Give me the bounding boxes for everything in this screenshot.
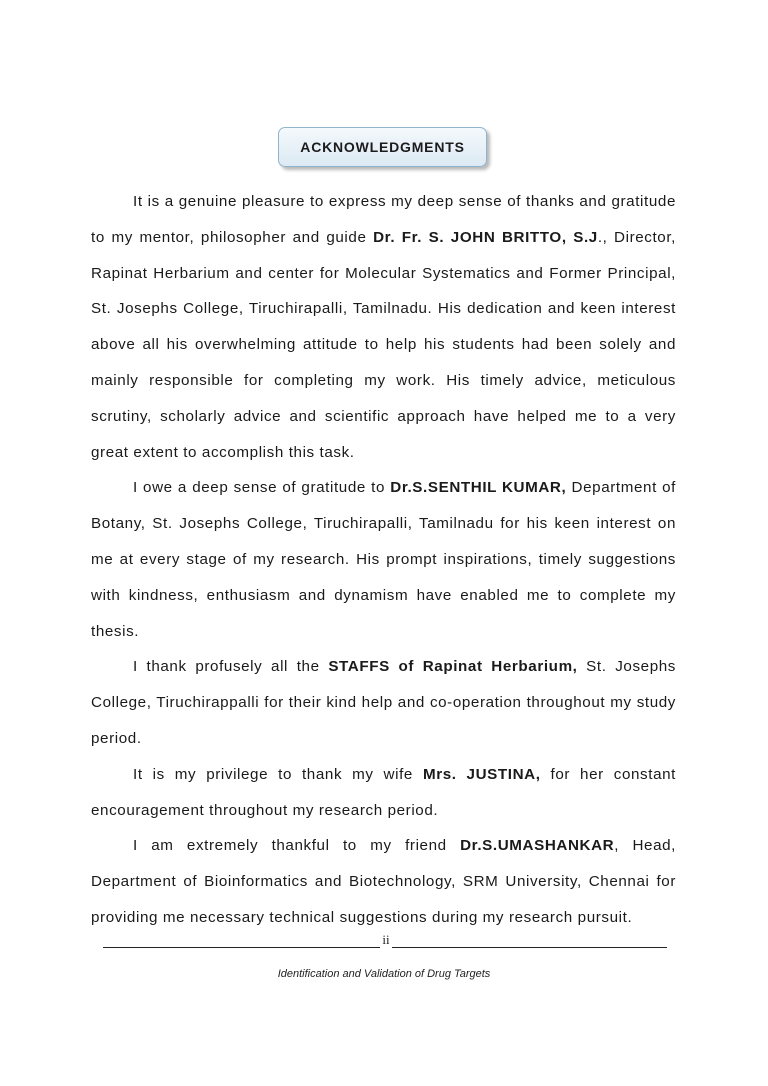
acknowledgment-body bbox=[91, 184, 676, 936]
paragraph-wife bbox=[91, 757, 676, 829]
organization-name: STAFFS of Rapinat Herbarium, bbox=[328, 658, 578, 676]
page-number: ii bbox=[382, 932, 390, 947]
paragraph-advisor bbox=[91, 470, 676, 649]
paragraph-friend bbox=[91, 828, 676, 935]
person-name: Dr.S.SENTHIL KUMAR, bbox=[390, 479, 567, 497]
paragraph-text: I owe a deep sense of gratitude to bbox=[133, 479, 391, 497]
paragraph-text: It is my privilege to thank my wife bbox=[133, 765, 423, 783]
paragraph-text: St. Josephs College, Tiruchirappalli for their kind help and co-operation throughout my study period. bbox=[91, 658, 676, 747]
paragraph-text: for her constant encouragement throughout my research period. bbox=[91, 765, 676, 819]
paragraph-staff bbox=[91, 649, 676, 756]
page-title: ACKNOWLEDGMENTS bbox=[300, 139, 465, 155]
heading-box bbox=[278, 127, 487, 167]
person-name: Mrs. JUSTINA, bbox=[422, 765, 541, 783]
paragraph-mentor bbox=[91, 184, 676, 470]
running-title: Identification and Validation of Drug Targets bbox=[277, 968, 491, 980]
footer-rule-left bbox=[103, 947, 380, 948]
paragraph-text: Department of Botany, St. Josephs College, Tiruchirapalli, Tamilnadu for his keen interest on me at every stage of my research. His prompt inspirations, timely suggestions with kindness, enthusiasm and dynamism have enabled me to complete my thesis. bbox=[91, 479, 676, 640]
paragraph-text: It is a genuine pleasure to express my deep sense of thanks and gratitude to my mentor, philosopher and guide bbox=[91, 193, 676, 246]
paragraph-text: I thank profusely all the bbox=[133, 658, 329, 676]
footer-rule-right bbox=[392, 947, 667, 948]
paragraph-text: I am extremely thankful to my friend bbox=[133, 837, 461, 855]
paragraph-text: ., Director, Rapinat Herbarium and center for Molecular Systematics and Former Principal, St. Josephs College, Tiruchirapalli, Tamilnadu. His dedication and keen interest above all his overwhelming attitude to help his students had been solely and mainly responsible for completing my work. His timely advice, meticulous scrutiny, scholarly advice and scientific approach have helped me to a very great extent to accomplish this task. bbox=[91, 228, 676, 461]
person-name: Dr.S.UMASHANKAR bbox=[460, 837, 615, 855]
paragraph-text: , Head, Department of Bioinformatics and Biotechnology, SRM University, Chennai for providing me necessary technical suggestions during my research pursuit. bbox=[91, 837, 677, 926]
person-name: Dr. Fr. S. JOHN BRITTO, S.J bbox=[373, 228, 598, 246]
